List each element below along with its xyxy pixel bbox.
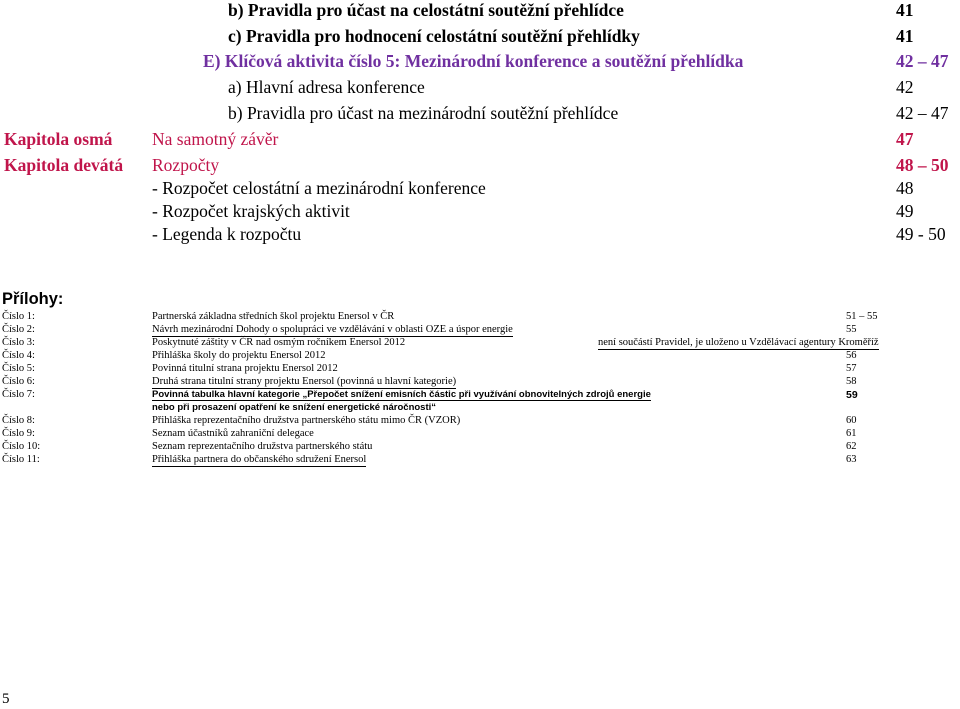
toc-page: 42 – 47	[896, 51, 949, 71]
attachments-heading: Přílohy:	[2, 290, 64, 308]
attachment-label: Číslo 8:	[2, 415, 35, 426]
attachment-page: 56	[846, 350, 857, 361]
attachment-label: Číslo 10:	[2, 441, 41, 452]
toc-chapter-label: Kapitola osmá	[4, 129, 113, 149]
attachment-title: Seznam reprezentačního družstva partnerského státu	[152, 441, 373, 452]
toc-page: 48	[896, 178, 914, 198]
attachment-page: 61	[846, 428, 857, 439]
attachment-page: 55	[846, 324, 857, 335]
attachment-label: Číslo 2:	[2, 324, 35, 335]
toc-entry: a) Hlavní adresa konference	[228, 77, 425, 97]
attachment-title: Přihláška reprezentačního družstva partnerského státu mimo ČR (VZOR)	[152, 415, 461, 426]
attachment-title-continued: nebo při prosazení opatření ke snížení energetické náročnosti“	[152, 402, 437, 413]
toc-entry: b) Pravidla pro účast na celostátní soutěžní přehlídce	[228, 0, 624, 20]
toc-subentry: - Rozpočet celostátní a mezinárodní konference	[152, 178, 486, 198]
toc-entry: c) Pravidla pro hodnocení celostátní soutěžní přehlídky	[228, 26, 640, 46]
attachment-title: Druhá strana titulní strany projektu Enersol (povinná u hlavní kategorie)	[152, 376, 457, 387]
toc-page: 49	[896, 201, 914, 221]
attachment-label: Číslo 7:	[2, 389, 35, 400]
toc-chapter-title: Rozpočty	[152, 155, 220, 175]
attachment-title: Povinná titulní strana projektu Enersol 2012	[152, 363, 338, 374]
toc-subentry: - Rozpočet krajských aktivit	[152, 201, 350, 221]
attachment-label: Číslo 1:	[2, 311, 35, 322]
toc-page: 42 – 47	[896, 103, 949, 123]
attachment-label: Číslo 11:	[2, 454, 40, 465]
toc-subentry: - Legenda k rozpočtu	[152, 224, 302, 244]
attachment-note: není součástí Pravidel, je uloženo u Vzdělávací agentury Kroměříž	[598, 337, 879, 348]
attachment-page: 51 – 55	[846, 311, 878, 322]
attachment-page: 57	[846, 363, 857, 374]
attachment-page: 62	[846, 441, 857, 452]
attachment-page: 60	[846, 415, 857, 426]
attachment-page: 59	[846, 389, 858, 401]
attachment-label: Číslo 6:	[2, 376, 35, 387]
toc-page: 41	[896, 0, 914, 20]
attachment-title: Povinná tabulka hlavní kategorie „Přepočet snížení emisních částic při využívání obnovitelných zdrojů energie	[152, 389, 651, 400]
toc-entry: b) Pravidla pro účast na mezinárodní soutěžní přehlídce	[228, 103, 619, 123]
attachment-label: Číslo 4:	[2, 350, 35, 361]
attachment-page: 58	[846, 376, 857, 387]
page-number: 5	[2, 691, 10, 707]
attachment-title: Přihláška partnera do občanského sdružení Enersol	[152, 454, 367, 465]
toc-page: 41	[896, 26, 914, 46]
toc-page: 47	[896, 129, 914, 149]
toc-page: 49 - 50	[896, 224, 946, 244]
attachment-title: Přihláška školy do projektu Enersol 2012	[152, 350, 326, 361]
toc-chapter-title: Na samotný závěr	[152, 129, 279, 149]
toc-entry-activity: E) Klíčová aktivita číslo 5: Mezinárodní konference a soutěžní přehlídka	[203, 51, 744, 71]
toc-page: 48 – 50	[896, 155, 949, 175]
attachment-title: Návrh mezinárodní Dohody o spolupráci ve vzdělávání v oblasti OZE a úspor energie	[152, 324, 513, 335]
attachment-page: 63	[846, 454, 857, 465]
attachment-label: Číslo 3:	[2, 337, 35, 348]
attachment-title: Seznam účastníků zahraniční delegace	[152, 428, 314, 439]
attachment-title: Poskytnuté záštity v ČR nad osmým ročníkem Enersol 2012	[152, 337, 406, 348]
attachment-label: Číslo 9:	[2, 428, 35, 439]
toc-page: 42	[896, 77, 914, 97]
toc-chapter-label: Kapitola devátá	[4, 155, 124, 175]
attachment-title: Partnerská základna středních škol projektu Enersol v ČR	[152, 311, 395, 322]
attachment-label: Číslo 5:	[2, 363, 35, 374]
